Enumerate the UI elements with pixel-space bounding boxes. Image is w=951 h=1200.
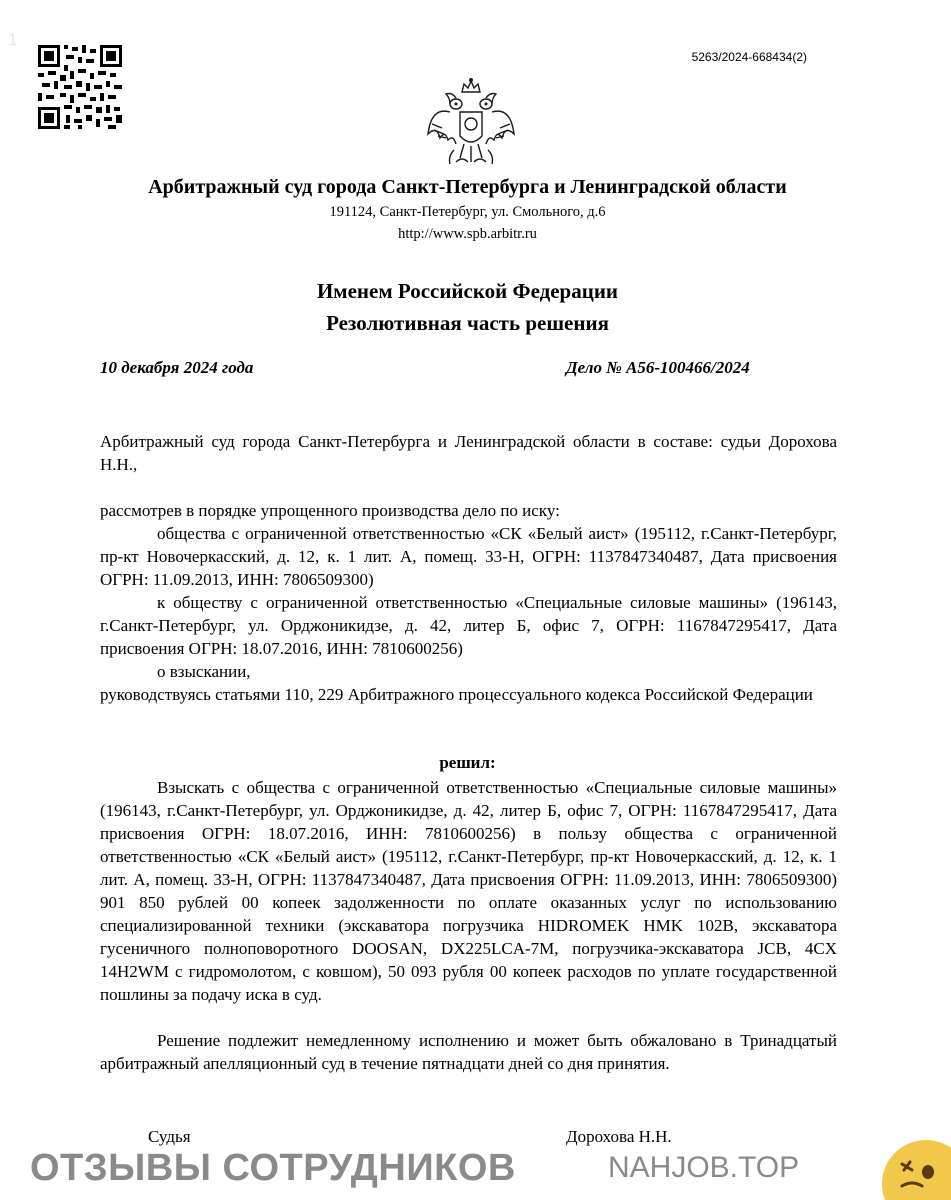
heading-in-the-name-of-federation: Именем Российской Федерации <box>316 279 619 303</box>
paragraph-considered: рассмотрев в порядке упрощенного производства дело по иску: <box>100 501 560 520</box>
paragraph-court-composition: Арбитражный суд города Санкт-Петербурга и Ленинградской области в составе: судьи Дорохова Н.Н., <box>100 432 837 474</box>
paragraph-defendant: к обществу с ограниченной ответственностью «Специальные силовые машины» (196143, г.Санкт-Петербург, ул. Орджоникидзе, д. 42, литер Б, офис 7, ОГРН: 1167847295417, Дата присвоения ОГРН: 18.07.2016, ИНН: 7810600256) <box>100 593 837 658</box>
faint-page-marker: 1 <box>8 30 18 49</box>
watermark-left-text: ОТЗЫВЫ СОТРУДНИКОВ <box>30 1147 516 1189</box>
decision-date: 10 декабря 2024 года <box>100 358 254 377</box>
paragraph-decision: Взыскать с общества с ограниченной ответственностью «Специальные силовые машины» (196143, г.Санкт-Петербург, ул. Орджоникидзе, д. 42, литер Б, офис 7, ОГРН: 1167847295417, Дата присвоения ОГРН: 18.07.2016, ИНН: 7810600256) в пользу общества с ограниченной ответственностью «СК «Белый аист» (195112, г.Санкт-Петербург, пр-кт Новочеркасский, д. 12, к. 1 лит. А, помещ. 33-Н, ОГРН: 1137847340487, Дата присвоения ОГРН: 11.09.2013, ИНН: 7806509300) 901 850 рублей 00 копеек задолженности по оплате оказанных услуг по использованию специализированной техники (экскаватора погрузчика HIDROMEK HMK 102B, экскаватора гусеничного полноповоротного DOOSAN, DX225LCA-7M, погрузчика-экскаватора JCB, 4CX 14H2WM с гидромолотом, с ковшом), 50 093 рубля 00 копеек расходов по уплате государственной пошлины за подачу иска в суд. <box>100 778 837 1004</box>
heading-operative-part: Резолютивная часть решения <box>326 311 609 335</box>
paragraph-claim-subject: о взыскании, <box>157 662 251 681</box>
paragraph-plaintiff: общества с ограниченной ответственностью «СК «Белый аист» (195112, г.Санкт-Петербург, пр-кт Новочеркасский, д. 12, к. 1 лит. А, помещ. 33-Н, ОГРН: 1137847340487, Дата присвоения ОГРН: 11.09.2013, ИНН: 7806509300) <box>100 524 837 589</box>
qr-code <box>38 45 122 129</box>
case-number: Дело № А56-100466/2024 <box>566 358 750 377</box>
signature-label: Судья <box>148 1127 191 1146</box>
court-address: 191124, Санкт-Петербург, ул. Смольного, д.6 <box>329 204 606 220</box>
paragraph-appeal: Решение подлежит немедленному исполнению и может быть обжаловано в Тринадцатый арбитражный апелляционный суд в течение пятнадцати дней со дня принятия. <box>100 1031 837 1073</box>
court-name-title: Арбитражный суд города Санкт-Петербурга и Ленинградской области <box>148 176 787 198</box>
watermark-site-text: NAHJOB.TOP <box>608 1151 800 1184</box>
judge-name: Дорохова Н.Н. <box>566 1127 672 1146</box>
decided-label: решил: <box>439 753 496 772</box>
paragraph-legal-basis: руководствуясь статьями 110, 229 Арбитражного процессуального кодекса Российской Федерации <box>100 685 813 704</box>
emoji-face-icon <box>880 1138 951 1200</box>
court-website-link[interactable]: http://www.spb.arbitr.ru <box>398 226 537 242</box>
document-number: 5263/2024-668434(2) <box>691 50 807 64</box>
russian-coat-of-arms-emblem <box>426 78 516 170</box>
